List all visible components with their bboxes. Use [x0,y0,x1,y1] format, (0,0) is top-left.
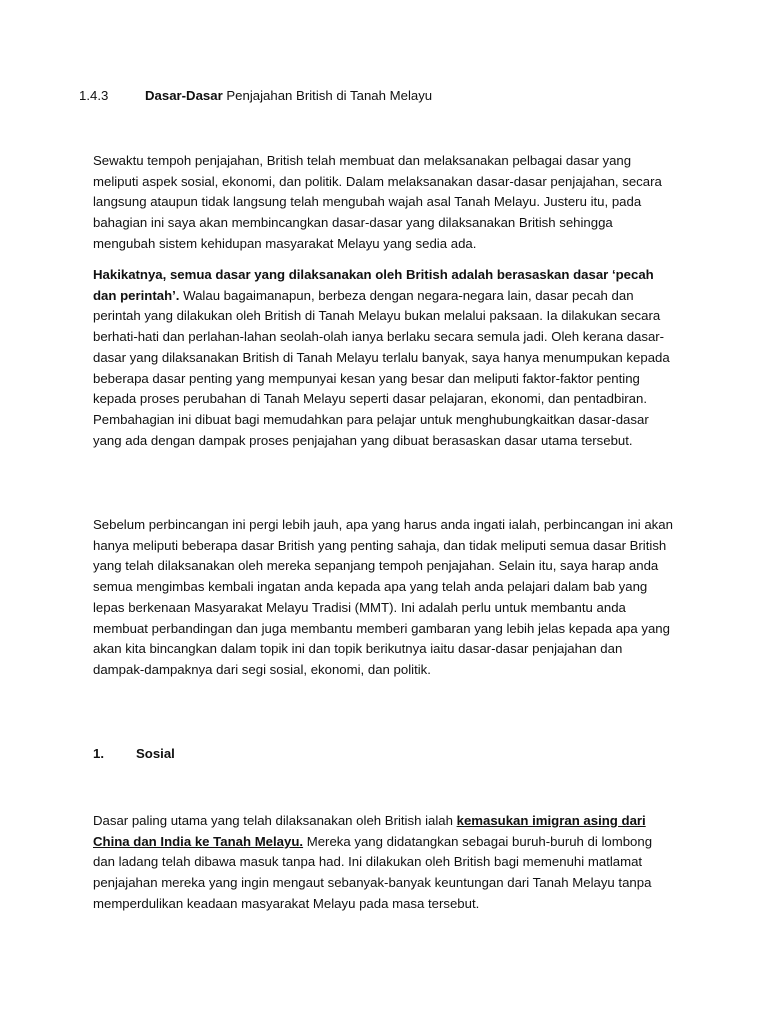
heading-bold-part: Dasar-Dasar [145,88,223,103]
heading-number: 1.4.3 [79,88,109,103]
paragraph-2-bold: Hakikatnya, semua dasar yang dilaksanakan oleh British adalah berasaskan dasar ‘pecah dan perintah’. [93,267,654,303]
paragraph-4-rest: Mereka yang didatangkan sebagai buruh-buruh di lombong dan ladang telah dibawa masuk tanpa had. Ini dilakukan oleh British bagi memenuhi matlamat penjajahan mereka yang ingin mengaut sebanyak-banyak keuntungan dari Tanah Melayu tanpa memperdulikan keadaan masyarakat Melayu pada masa tersebut. [93,833,653,911]
paragraph-4-underlined: kemasukan imigran asing dari China dan India ke Tanah Melayu. [93,813,646,849]
paragraph-4-lead: Dasar paling utama yang telah dilaksanakan oleh British ialah [93,813,457,828]
paragraph-1: Sewaktu tempoh penjajahan, British telah membuat dan melaksanakan pelbagai dasar yang meliputi aspek sosial, ekonomi, dan politik. Dalam melaksanakan dasar-dasar penjajahan, secara langsung ataupun tidak langsung telah mengubah wajah asal Tanah Melayu. Justeru itu, pada bahagian ini saya akan membincangkan dasar-dasar yang dilaksanakan British sehingga mengubah sistem kehidupan masyarakat Melayu yang sedia ada. [93,153,662,251]
section-heading [79,88,432,103]
subsection-number: 1. [93,746,104,761]
paragraph-4 [93,811,673,915]
heading-rest: Penjajahan British di Tanah Melayu [222,88,433,103]
subsection-heading [93,746,175,761]
paragraph-2 [93,265,673,451]
paragraph-2-rest: Walau bagaimanapun, berbeza dengan negara-negara lain, dasar pecah dan perintah yang dilakukan oleh British di Tanah Melayu bukan melalui paksaan. Ia dilakukan secara berhati-hati dan perlahan-lahan seolah-olah ianya berlaku secara semula jadi. Oleh kerana dasar-dasar yang dilaksanakan British di Tanah Melayu terlalu banyak, saya hanya menumpukan kepada beberapa dasar penting yang mempunyai kesan yang besar dan meliputi faktor-faktor penting kepada proses perubahan di Tanah Melayu seperti dasar pelajaran, ekonomi, dan pentadbiran. Pembahagian ini dibuat bagi memudahkan para pelajar untuk menghubungkaitkan dasar-dasar yang ada dengan dampak proses penjajahan yang dibuat berasaskan dasar utama tersebut. [93,287,670,448]
paragraph-3: Sebelum perbincangan ini pergi lebih jauh, apa yang harus anda ingati ialah, perbincangan ini akan hanya meliputi beberapa dasar British yang penting sahaja, dan tidak meliputi semua dasar British yang telah dilaksanakan oleh mereka sepanjang tempoh penjajahan. Selain itu, saya harap anda semua mengimbas kembali ingatan anda kepada apa yang telah anda pelajari dalam bab yang lepas berkenaan Masyarakat Melayu Tradisi (MMT). Ini adalah perlu untuk membantu anda membuat perbandingan dan juga membantu memberi gambaran yang lebih jelas kepada apa yang akan kita bincangkan dalam topik ini dan topik berikutnya iaitu dasar-dasar penjajahan dan dampak-dampaknya dari segi sosial, ekonomi, dan politik. [93,517,673,677]
subsection-title: Sosial [136,746,175,761]
